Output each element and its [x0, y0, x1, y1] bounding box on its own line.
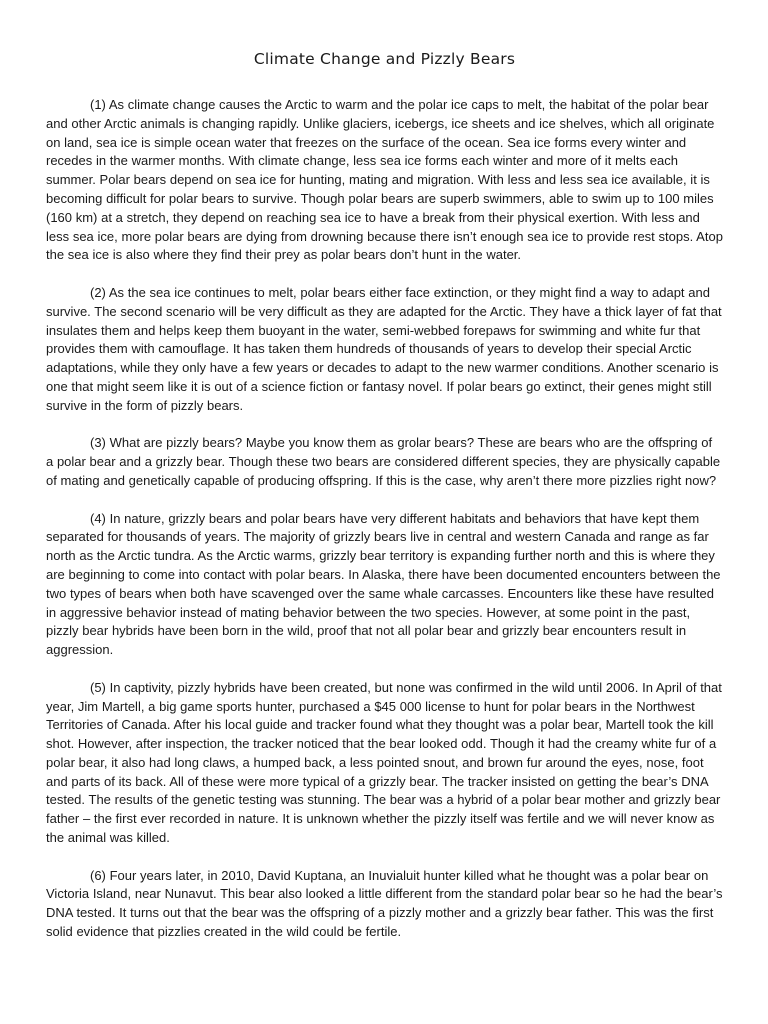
paragraph-6: (6) Four years later, in 2010, David Kuptana, an Inuvialuit hunter killed what he thought was a polar bear on Victoria Island, near Nunavut. This bear also looked a little different from the standard polar bear so he had the bear’s DNA tested. It turns out that the bear was the offspring of a pizzly mother and a grizzly bear father. This was the first solid evidence that pizzlies created in the wild could be fertile. — [46, 867, 723, 940]
document-title: Climate Change and Pizzly Bears — [253, 50, 516, 68]
paragraph-4: (4) In nature, grizzly bears and polar bears have very different habitats and behaviors that have kept them separated for thousands of years. The majority of grizzly bears live in central and western Canada and range as far north as the Arctic tundra. As the Arctic warms, grizzly bear territory is expanding further north and this is where they are beginning to come into contact with polar bears. In Alaska, there have been documented encounters between the two types of bears when both have scavenged over the same whale carcasses. Encounters like these have resulted in aggressive behavior instead of mating behavior between the two species. However, at some point in the past, pizzly bear hybrids have been born in the wild, proof that not all polar bear and grizzly bear encounters result in aggression. — [46, 510, 721, 658]
paragraph-2: (2) As the sea ice continues to melt, polar bears either face extinction, or they might find a way to adapt and survive. The second scenario will be very difficult as they are adapted for the Arctic. They have a thick layer of fat that insulates them and helps keep them buoyant in the water, semi-webbed forepaws for swimming and white fur that provides them with camouflage. It has taken them hundreds of thousands of years to develop their special Arctic adaptations, while they only have a few years or decades to adapt to the new warmer conditions. Another scenario is one that might seem like it is out of a science fiction or fantasy novel. If polar bears go extinct, their genes might still survive in the form of pizzly bears. — [46, 284, 722, 413]
paragraph-5: (5) In captivity, pizzly hybrids have been created, but none was confirmed in the wild until 2006. In April of that year, Jim Martell, a big game sports hunter, purchased a $45 000 license to hunt for polar bears in the Northwest Territories of Canada. After his local guide and tracker found what they thought was a polar bear, Martell took the kill shot. However, after inspection, the tracker noticed that the bear looked odd. Though it had the creamy white fur of a polar bear, it also had long claws, a humped back, a less pointed snout, and brown fur around the eyes, nose, foot and parts of its back. All of these were more typical of a grizzly bear. The tracker insisted on getting the bear’s DNA tested. The results of the genetic testing was stunning. The bear was a hybrid of a polar bear mother and grizzly bear father – the first ever recorded in nature. It is unknown whether the pizzly itself was fertile and we will never know as the animal was killed. — [46, 679, 722, 846]
paragraph-3: (3) What are pizzly bears? Maybe you know them as grolar bears? These are bears who are the offspring of a polar bear and a grizzly bear. Though these two bears are considered different species, they are physically capable of mating and genetically capable of producing offspring. If this is the case, why aren’t there more pizzlies right now? — [46, 435, 721, 488]
paragraph-1: (1) As climate change causes the Arctic to warm and the polar ice caps to melt, the habitat of the polar bear and other Arctic animals is changing rapidly. Unlike glaciers, icebergs, ice sheets and ice shelves, which all originate on land, sea ice is simple ocean water that freezes on the surface of the ocean. Sea ice forms every winter and recedes in the warmer months. With climate change, less sea ice forms each winter and more of it melts each summer. Polar bears depend on sea ice for hunting, mating and migration. With less and less sea ice available, it is becoming difficult for polar bears to survive. Though polar bears are superb swimmers, able to swim up to 100 miles (160 km) at a stretch, they depend on reaching sea ice to have a break from their physical exertion. With less and less sea ice, more polar bears are dying from drowning because there isn’t enough sea ice to provide rest stops. Atop the sea ice is also where they find their prey as polar bears don’t hunt in the water. — [46, 97, 723, 263]
